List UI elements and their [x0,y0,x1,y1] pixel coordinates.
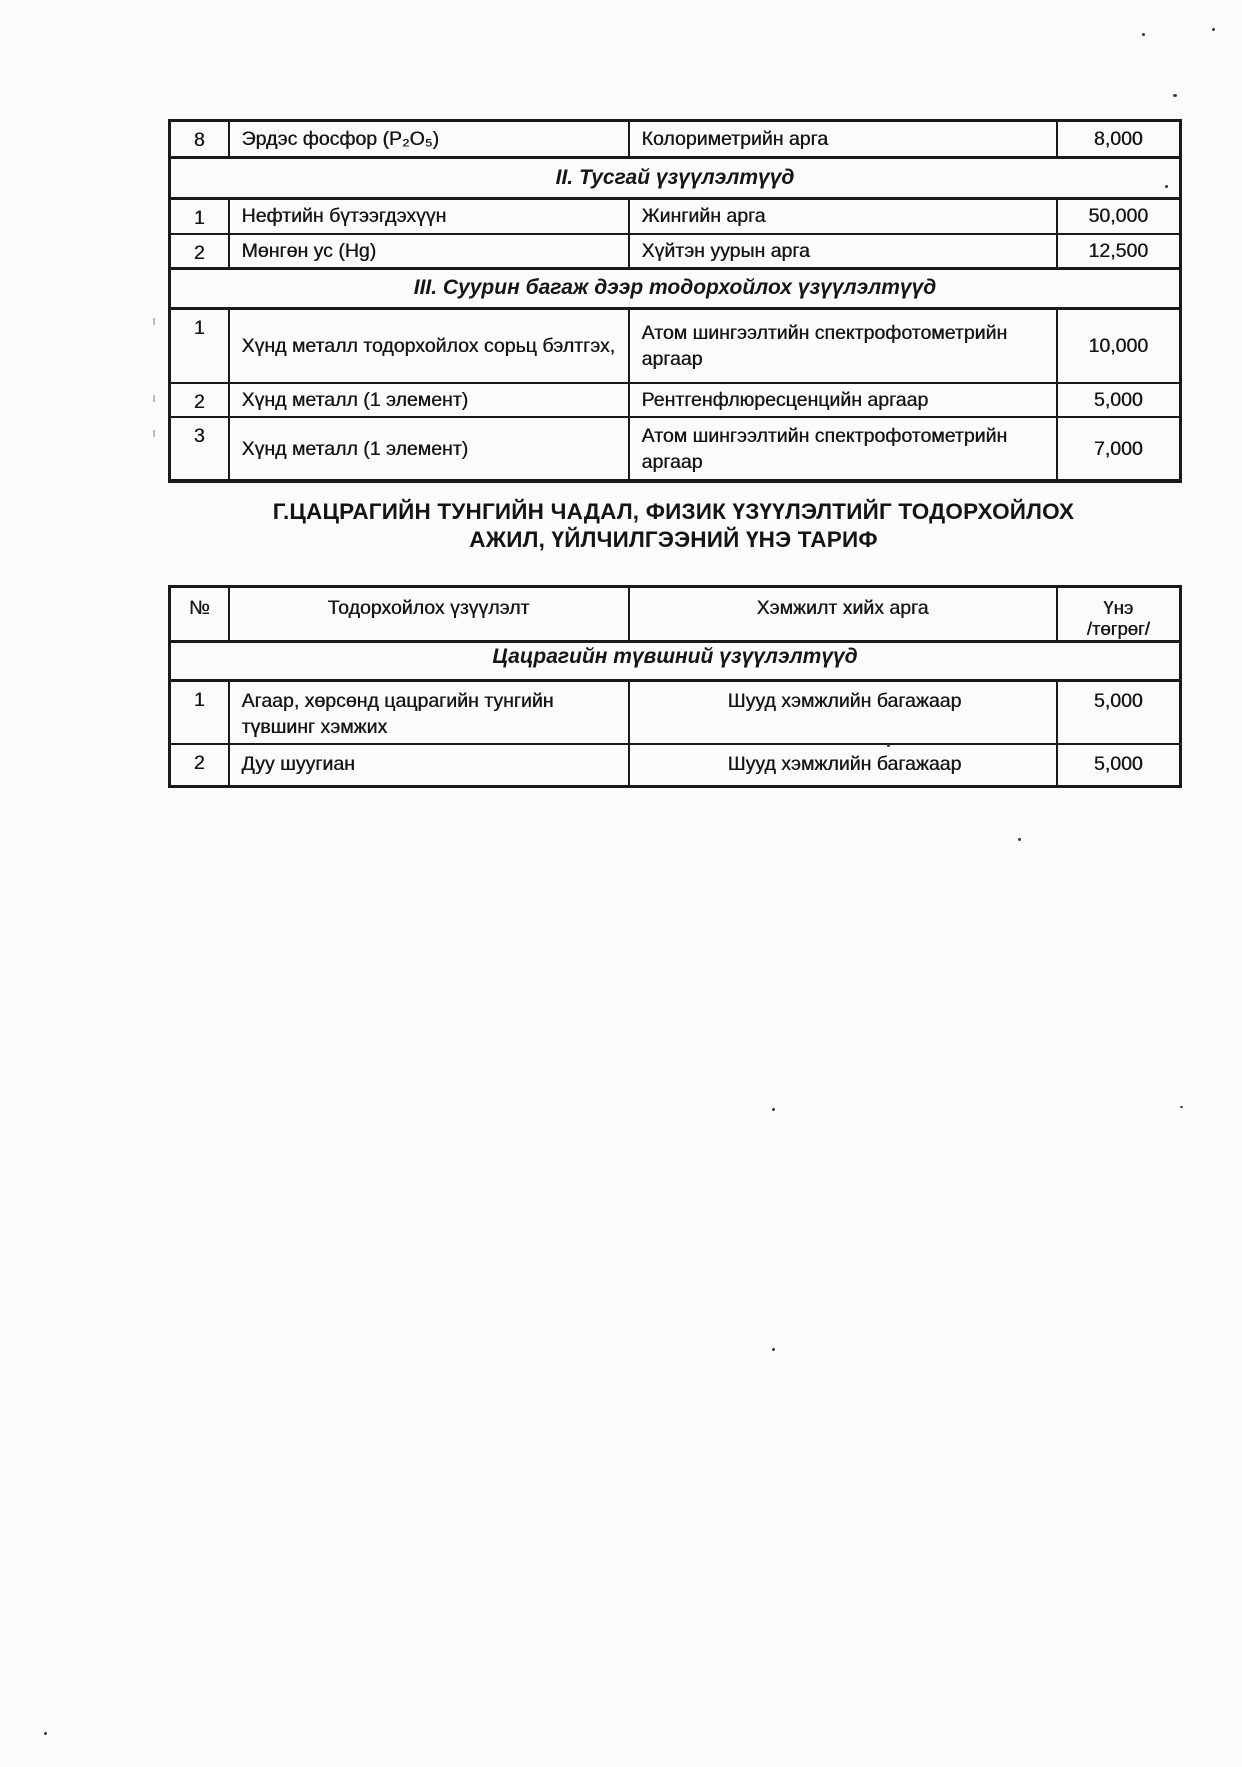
indicator-cell: Хүнд металл тодорхойлох сорьц бэлтгэх, [229,308,629,383]
row-number: 3 [170,417,229,481]
row-number: 2 [170,234,229,269]
indicator-cell: Эрдэс фосфор (P₂O₅) [229,121,629,158]
table-row [170,681,1181,745]
table-row [170,121,1181,158]
indicator-cell: Агаар, хөрсөнд цацрагийн тунгийн түвшинг хэмжих [229,681,629,745]
scan-speckle [887,744,890,747]
column-header-price [1057,587,1181,642]
price-cell: 10,000 [1057,308,1181,383]
scan-speckle [1018,838,1021,841]
method-cell: Жингийн арга [629,199,1057,234]
row-number: 2 [170,383,229,417]
method-cell: Атом шингээлтийн спектрофотометрийн аргаар [629,308,1057,383]
indicator-cell: Хүнд металл (1 элемент) [229,383,629,417]
section-row [170,642,1181,681]
price-cell: 5,000 [1057,744,1181,786]
scan-speckle [772,1348,775,1351]
radiation-tariff-table [168,585,1182,788]
indicator-cell: Нефтийн бүтээгдэхүүн [229,199,629,234]
row-number: 1 [170,308,229,383]
row-number: 1 [170,199,229,234]
scan-speckle [1180,1106,1183,1108]
table-row [170,417,1181,481]
table-row [170,744,1181,786]
row-number: 8 [170,121,229,158]
column-header-indicator: Тодорхойлох үзүүлэлт [229,587,629,642]
analysis-price-table [168,119,1182,483]
method-cell: Хүйтэн уурын арга [629,234,1057,269]
scan-tick [153,395,155,402]
section-row [170,158,1181,199]
heading-line-2: АЖИЛ, ҮЙЛЧИЛГЭЭНИЙ ҮНЭ ТАРИФ [469,527,878,552]
header-row [170,587,1181,642]
section-row [170,268,1181,308]
scan-speckle [1212,28,1215,31]
price-cell: 5,000 [1057,681,1181,745]
price-cell: 7,000 [1057,417,1181,481]
indicator-cell: Дуу шуугиан [229,744,629,786]
price-header-line-1: Үнэ [1103,597,1134,618]
method-cell: Шууд хэмжлийн багажаар [629,744,1057,786]
row-number: 2 [170,744,229,786]
scan-tick [153,318,155,325]
scan-speckle [772,1108,775,1111]
row-number: 1 [170,681,229,745]
scan-speckle [44,1732,47,1735]
table-row [170,234,1181,269]
table-row [170,199,1181,234]
scan-tick [153,430,155,437]
price-cell: 5,000 [1057,383,1181,417]
method-cell: Атом шингээлтийн спектрофотометрийн аргаар [629,417,1057,481]
section-title: III. Суурин багаж дээр тодорхойлох үзүүлэлтүүд [170,268,1181,308]
method-cell: Рентгенфлюресценцийн аргаар [629,383,1057,417]
scan-speckle [1165,185,1168,188]
indicator-cell: Хүнд металл (1 элемент) [229,417,629,481]
scan-speckle [1142,33,1145,36]
price-cell: 12,500 [1057,234,1181,269]
method-cell: Шууд хэмжлийн багажаар [629,681,1057,745]
document-heading [98,498,1242,554]
table-row [170,308,1181,383]
price-cell: 8,000 [1057,121,1181,158]
section-title: Цацрагийн түвшний үзүүлэлтүүд [170,642,1181,681]
column-header-number: № [170,587,229,642]
price-header-line-2: /төгрөг/ [1086,618,1150,639]
price-cell: 50,000 [1057,199,1181,234]
section-title: II. Тусгай үзүүлэлтүүд [170,158,1181,199]
indicator-cell: Мөнгөн ус (Hg) [229,234,629,269]
column-header-method: Хэмжилт хийх арга [629,587,1057,642]
heading-line-1: Г.ЦАЦРАГИЙН ТУНГИЙН ЧАДАЛ, ФИЗИК ҮЗҮҮЛЭЛТИЙГ ТОДОРХОЙЛОХ [272,499,1075,524]
table-row [170,383,1181,417]
scan-speckle [1173,94,1177,97]
method-cell: Колориметрийн арга [629,121,1057,158]
